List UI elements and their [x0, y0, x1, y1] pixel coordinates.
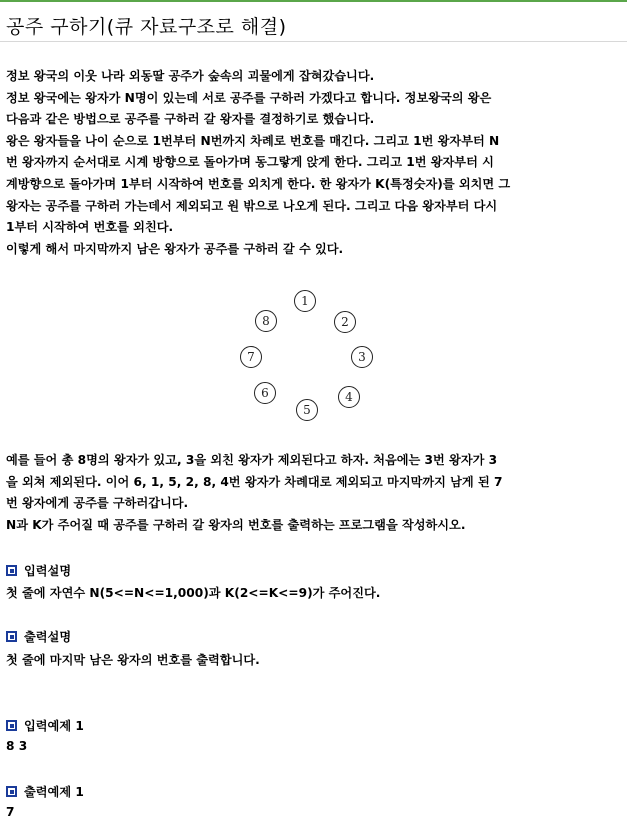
section-title: 입력예제 1	[24, 719, 84, 733]
title-divider	[0, 41, 627, 42]
section-title: 입력설명	[24, 564, 72, 578]
prince-node-4: 4	[338, 386, 360, 408]
description-line: 다음과 같은 방법으로 공주를 구하러 갈 왕자를 결정하기로 했습니다.	[6, 112, 375, 127]
description-line: 을 외쳐 제외된다. 이어 6, 1, 5, 2, 8, 4번 왕자가 차례대로 제외되고 마지막까지 남게 된 7	[6, 474, 503, 489]
prince-node-5: 5	[296, 399, 318, 421]
input-description-header	[6, 562, 71, 579]
section-title: 출력예제 1	[24, 785, 84, 799]
description-line: N과 K가 주어질 때 공주를 구하러 갈 왕자의 번호를 출력하는 프로그램을 작성하시오.	[6, 517, 466, 532]
description-line: 1부터 시작하여 번호를 외친다.	[6, 220, 174, 235]
prince-circle-diagram	[230, 284, 380, 424]
square-bullet-icon	[6, 565, 17, 576]
input-example-header	[6, 717, 84, 734]
description-line: 계방향으로 돌아가며 1부터 시작하여 번호를 외치게 한다. 한 왕자가 K(특정숫자)를 외치면 그	[6, 176, 511, 191]
output-example-value: 7	[6, 805, 15, 819]
description-line: 이렇게 해서 마지막까지 남은 왕자가 공주를 구하러 갈 수 있다.	[6, 241, 344, 256]
problem-description	[6, 66, 614, 260]
prince-node-3: 3	[351, 346, 373, 368]
square-bullet-icon	[6, 786, 17, 797]
prince-node-2: 2	[334, 311, 356, 333]
output-description-header	[6, 628, 71, 645]
prince-node-7: 7	[240, 346, 262, 368]
output-description-text: 첫 줄에 마지막 남은 왕자의 번호를 출력합니다.	[6, 653, 260, 667]
square-bullet-icon	[6, 720, 17, 731]
prince-node-8: 8	[255, 310, 277, 332]
description-line: 정보 왕국의 이웃 나라 외동딸 공주가 숲속의 괴물에게 잡혀갔습니다.	[6, 69, 375, 83]
square-bullet-icon	[6, 631, 17, 642]
description-line: 정보 왕국에는 왕자가 N명이 있는데 서로 공주를 구하러 가겠다고 합니다. 정보왕국의 왕은	[6, 90, 492, 105]
prince-node-1: 1	[294, 290, 316, 312]
top-accent-rule	[0, 0, 627, 2]
page-title: 공주 구하기(큐 자료구조로 해결)	[6, 16, 287, 38]
problem-example-text	[6, 450, 614, 536]
description-line: 왕자는 공주를 구하러 가는데서 제외되고 원 밖으로 나오게 된다. 그리고 다음 왕자부터 다시	[6, 198, 498, 213]
description-line: 번 왕자까지 순서대로 시계 방향으로 돌아가며 동그랗게 앉게 한다. 그리고 1번 왕자부터 시	[6, 155, 494, 170]
section-title: 출력설명	[24, 630, 72, 644]
input-example-value: 8 3	[6, 739, 28, 753]
prince-node-6: 6	[254, 382, 276, 404]
output-example-header	[6, 783, 84, 800]
input-description-text: 첫 줄에 자연수 N(5<=N<=1,000)과 K(2<=K<=9)가 주어진다.	[6, 586, 381, 600]
description-line: 왕은 왕자들을 나이 순으로 1번부터 N번까지 차례로 번호를 매긴다. 그리고 1번 왕자부터 N	[6, 133, 500, 148]
description-line: 번 왕자에게 공주를 구하러갑니다.	[6, 496, 189, 511]
description-line: 예를 들어 총 8명의 왕자가 있고, 3을 외친 왕자가 제외된다고 하자. 처음에는 3번 왕자가 3	[6, 453, 498, 467]
